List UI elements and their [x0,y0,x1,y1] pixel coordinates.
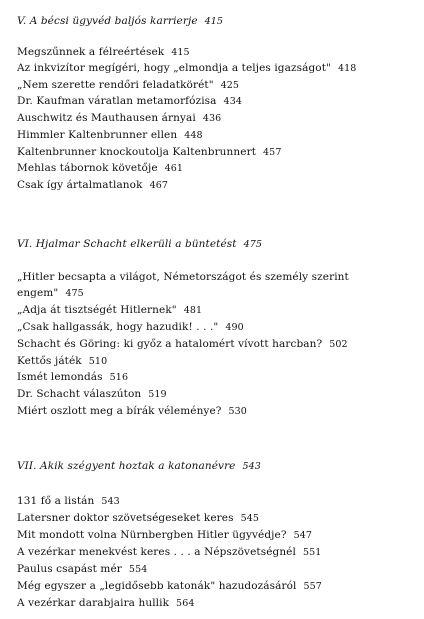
toc-entry-page-number: 519 [148,389,167,400]
toc-entry-page-number: 554 [128,564,148,575]
toc-entry [17,303,202,318]
toc-entry-title: Himmler Kaltenbrunner ellen [17,129,178,141]
toc-entry [17,178,168,193]
toc-entry [17,354,107,369]
toc-entry-page-number: 448 [184,130,203,141]
toc-entry-title: Kettős játék [17,355,82,367]
toc-entry-page-number: 481 [183,305,203,316]
toc-entry [17,562,147,577]
toc-entry-title: Paulus csapást mér [17,563,122,575]
toc-entry-title: Latersner doktor szövetségeseket keres [17,512,234,524]
toc-entry-title: Megszűnnek a félreértések [17,46,165,58]
toc-entry-title: „Nem szerette rendőri feladatkörét" [17,79,214,91]
toc-entry-title: Mit mondott volna Nürnbergben Hitler ügyvédje? [17,529,287,541]
toc-entry-title: Csak így ártalmatlanok [17,179,143,191]
section-heading-page-number: 543 [242,461,261,472]
toc-entry [17,579,322,594]
toc-entry [17,128,203,143]
toc-entry [17,61,356,76]
toc-entry [17,111,221,126]
toc-entry-page-number: 418 [337,63,357,74]
toc-entry-title: Dr. Kaufman váratlan metamorfózisa [17,95,217,107]
toc-entry [17,337,348,352]
toc-entry-title: „Adja át tisztségét Hitlernek" [17,304,177,316]
toc-entry-page-number: 543 [101,496,120,507]
toc-entry-page-number: 551 [302,547,322,558]
section-heading-title: V. A bécsi ügyvéd baljós karrierje [17,15,198,27]
toc-entry-title: A vezérkar darabjaira hullik [17,597,170,609]
toc-entry-title: „Hitler becsapta a világot, Németországot és személy szerint [17,271,349,283]
toc-entry [17,494,120,509]
toc-entry [17,94,242,109]
toc-entry-title: Kaltenbrunner knockoutolja Kaltenbrunnert [17,146,257,158]
toc-entry-continued [17,286,84,301]
toc-entry [17,511,259,526]
toc-entry-title-continued: engem" [17,287,59,299]
toc-entry-page-number: 530 [228,406,247,417]
toc-entry-page-number: 425 [220,80,240,91]
section-heading-page-number: 475 [243,239,263,250]
toc-entry [17,387,167,402]
toc-entry [17,45,190,60]
toc-entry-title: Dr. Schacht válaszúton [17,388,142,400]
toc-entry-title: Mehlas tábornok követője [17,162,158,174]
toc-entry-page-number: 467 [149,180,168,191]
toc-entry [17,145,281,160]
toc-entry [17,528,312,543]
toc-entry-page-number: 564 [176,598,195,609]
toc-entry-title: Az inkvizítor megígéri, hogy „elmondja a teljes igazságot" [17,62,331,74]
toc-entry-page-number: 490 [225,322,244,333]
toc-entry-page-number: 510 [88,356,108,367]
toc-entry-page-number: 415 [171,47,190,58]
toc-entry-title: „Csak hallgassák, hogy hazudik! . . ." [17,321,219,333]
toc-entry-page-number: 557 [303,581,322,592]
toc-entry-title: Még egyszer a „legidősebb katonák" hazudozásáról [17,580,297,592]
toc-entry-title: Miért oszlott meg a bírák véleménye? [17,405,222,417]
section-heading [17,14,223,29]
toc-entry-page-number: 434 [223,96,242,107]
toc-entry [17,270,349,284]
section-heading-page-number: 415 [204,16,224,27]
section-heading [17,459,261,474]
toc-entry-page-number: 457 [263,147,282,158]
toc-entry-page-number: 502 [329,339,348,350]
toc-entry-title: Auschwitz és Mauthausen árnyai [17,112,196,124]
toc-entry-page-number: 547 [293,530,313,541]
section-heading-title: VI. Hjalmar Schacht elkerüli a büntetést [17,238,237,250]
toc-entry [17,596,194,611]
toc-entry-title: 131 fő a listán [17,495,95,507]
toc-entry-page-number: 461 [164,163,184,174]
toc-entry-page-number: 436 [202,113,222,124]
toc-entry-page-number: 545 [240,513,260,524]
toc-entry-page-number: 475 [65,288,84,299]
section-heading [17,237,262,252]
toc-entry [17,370,128,385]
toc-entry-title: Schacht és Göring: ki győz a hatalomért vívott harcban? [17,338,323,350]
toc-entry-title: A vezérkar menekvést keres . . . a Népszövetségnél [17,546,296,558]
toc-entry [17,404,247,419]
toc-entry-title: Ismét lemondás [17,371,103,383]
toc-entry [17,545,321,560]
toc-entry [17,78,239,93]
toc-entry-page-number: 516 [109,372,129,383]
toc-entry [17,320,244,335]
section-heading-title: VII. Akik szégyent hoztak a katonanévre [17,460,236,472]
toc-entry [17,161,183,176]
